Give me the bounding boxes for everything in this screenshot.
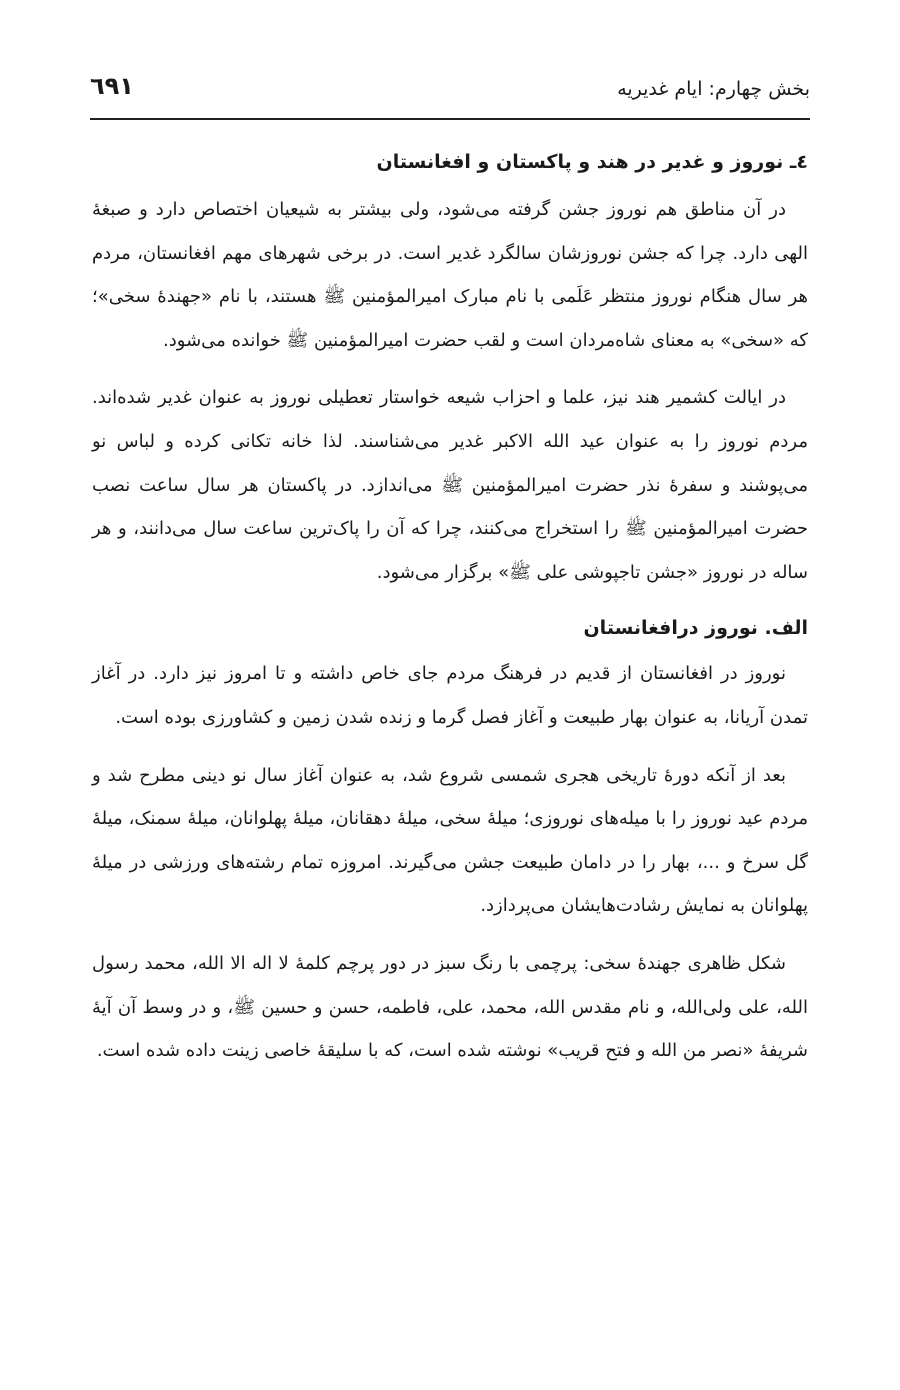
section-heading: ٤ـ نوروز و غدیر در هند و پاکستان و افغانستان	[376, 151, 808, 173]
section-paragraph-1: در آن مناطق هم نوروز جشن گرفته می‌شود، ولی بیشتر به شیعیان اختصاص دارد و صبغهٔ الهی دارد. چرا که جشن نوروزشان سالگرد غدیر است. در برخی شهرهای مهم افغانستان، مردم هر سال هنگام نوروز منتظر عَلَمی با نام مبارک امیرالمؤمنین ﷺ هستند، با نام «جهندهٔ سخی»؛ که «سخی» به معنای شاه‌مردان است و لقب حضرت امیرالمؤمنین ﷺ خوانده می‌شود.	[92, 199, 808, 351]
page-body	[92, 142, 808, 1087]
page-number: ٦٩١	[90, 72, 134, 100]
running-header	[90, 70, 810, 114]
subsection-heading: الف. نوروز درافغانستان	[583, 617, 808, 640]
subsection-paragraph-3: شکل ظاهری جهندهٔ سخی: پرچمی با رنگ سبز در دور پرچم کلمهٔ لا اله الا الله، محمد رسول الله، علی ولی‌الله، و نام مقدس الله، محمد، علی، فاطمه، حسن و حسین ﷺ، و در وسط آن آیهٔ شریفهٔ «نصر من الله و فتح قریب» نوشته شده است، که با سلیقهٔ خاصی زینت داده شده است.	[92, 952, 808, 1062]
header-divider	[90, 118, 810, 120]
section-paragraph-2: در ایالت کشمیر هند نیز، علما و احزاب شیعه خواستار تعطیلی نوروز به عنوان غدیر شده‌اند. مردم نوروز را به عنوان عید الله الاکبر غدیر می‌شناسند. لذا خانه تکانی کرده و لباس نو می‌پوشند و سفرهٔ نذر حضرت امیرالمؤمنین ﷺ می‌اندازد. در پاکستان هر سال ساعت نصب حضرت امیرالمؤمنین ﷺ را استخراج می‌کنند، چرا که آن را پاک‌ترین ساعت سال می‌دانند، و هر ساله در نوروز «جشن تاجپوشی علی ﷺ» برگزار می‌شود.	[92, 387, 808, 583]
subsection-paragraph-1: نوروز در افغانستان از قدیم در فرهنگ مردم جای خاص داشته و تا امروز نیز دارد. در آغاز تمدن آریانا، به عنوان بهار طبیعت و آغاز فصل گرما و زنده شدن زمین و کشاورزی بوده است.	[92, 663, 808, 728]
running-header-title: بخش چهارم: ایام غدیریه	[617, 78, 810, 100]
subsection-paragraph-2: بعد از آنکه دورهٔ تاریخی هجری شمسی شروع شد، به عنوان آغاز سال نو دینی مطرح شد و مردم عید نوروز را با میله‌های نوروزی؛ میلهٔ سخی، میلهٔ دهقانان، میلهٔ پهلوانان، میلهٔ سمنک، میلهٔ گل سرخ و ...، بهار را در دامان طبیعت جشن می‌گیرند. امروزه تمام رشته‌های ورزشی در میلهٔ پهلوانان به نمایش رشادت‌هایشان می‌پردازد.	[92, 764, 808, 917]
